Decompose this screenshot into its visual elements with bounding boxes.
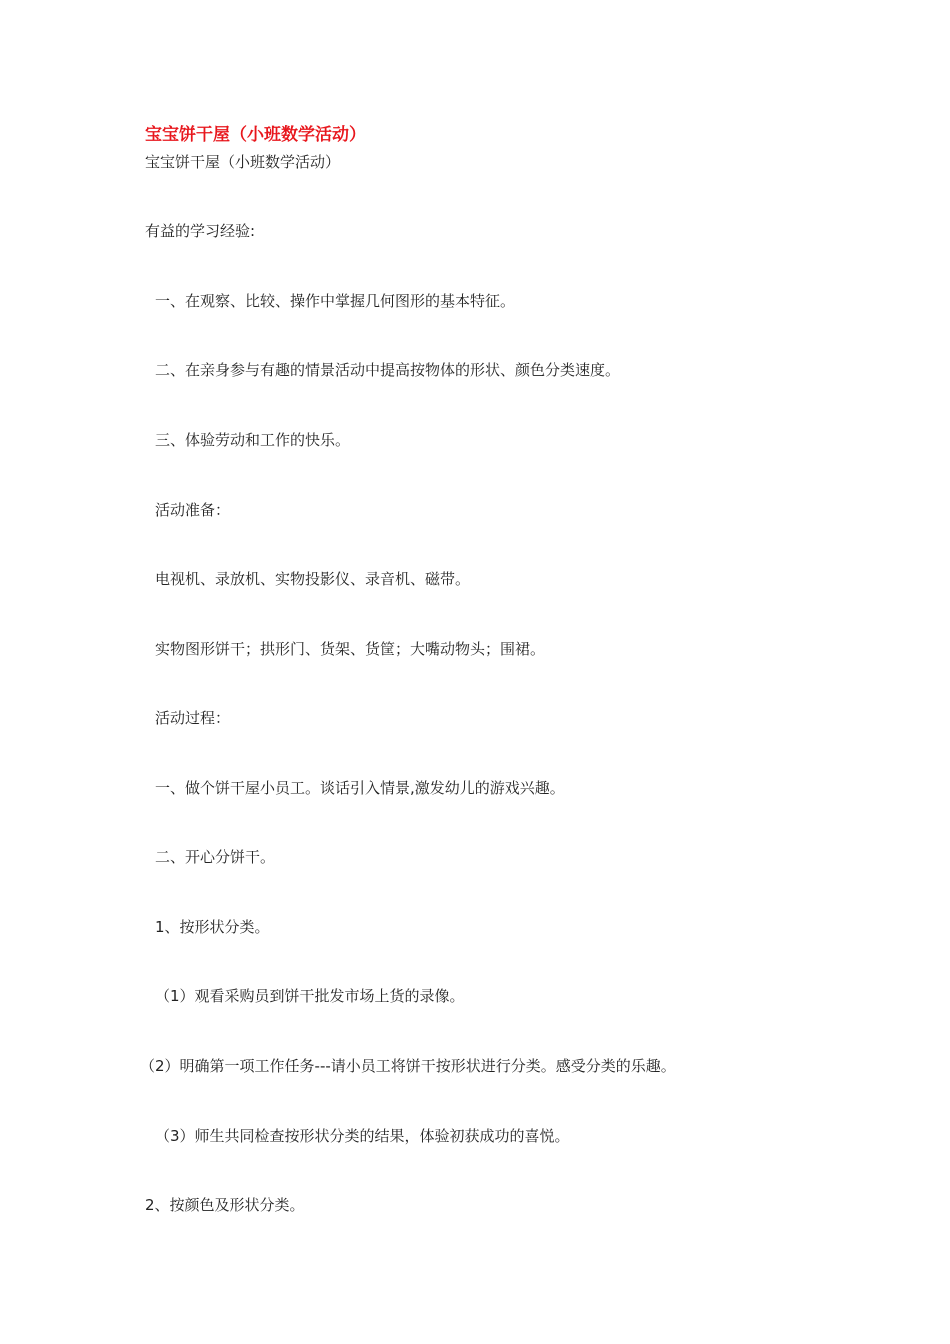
paragraph: 活动过程： <box>155 709 231 727</box>
paragraph: （2）明确第一项工作任务---请小员工将饼干按形状进行分类。感受分类的乐趣。 <box>140 1057 676 1075</box>
paragraph: 实物图形饼干；拱形门、货架、货筐；大嘴动物头；围裙。 <box>155 640 546 658</box>
paragraph: 二、在亲身参与有趣的情景活动中提高按物体的形状、颜色分类速度。 <box>155 361 621 379</box>
paragraph: 三、体验劳动和工作的快乐。 <box>155 431 351 449</box>
paragraph: 一、做个饼干屋小员工。谈话引入情景,激发幼儿的游戏兴趣。 <box>155 779 565 797</box>
paragraph: 活动准备： <box>155 501 231 519</box>
paragraph: 有益的学习经验: <box>145 222 256 240</box>
paragraph: （1）观看采购员到饼干批发市场上货的录像。 <box>155 987 465 1005</box>
paragraph: 电视机、录放机、实物投影仪、录音机、磁带。 <box>155 570 471 588</box>
paragraph: 一、在观察、比较、操作中掌握几何图形的基本特征。 <box>155 292 516 310</box>
document-title: 宝宝饼干屋（小班数学活动） <box>145 125 366 145</box>
document-subtitle: 宝宝饼干屋（小班数学活动） <box>145 153 341 171</box>
paragraph: （3）师生共同检查按形状分类的结果，体验初获成功的喜悦。 <box>155 1127 570 1145</box>
paragraph: 1、按形状分类。 <box>155 918 270 936</box>
paragraph: 2、按颜色及形状分类。 <box>145 1196 305 1214</box>
paragraph: 二、开心分饼干。 <box>155 848 276 866</box>
